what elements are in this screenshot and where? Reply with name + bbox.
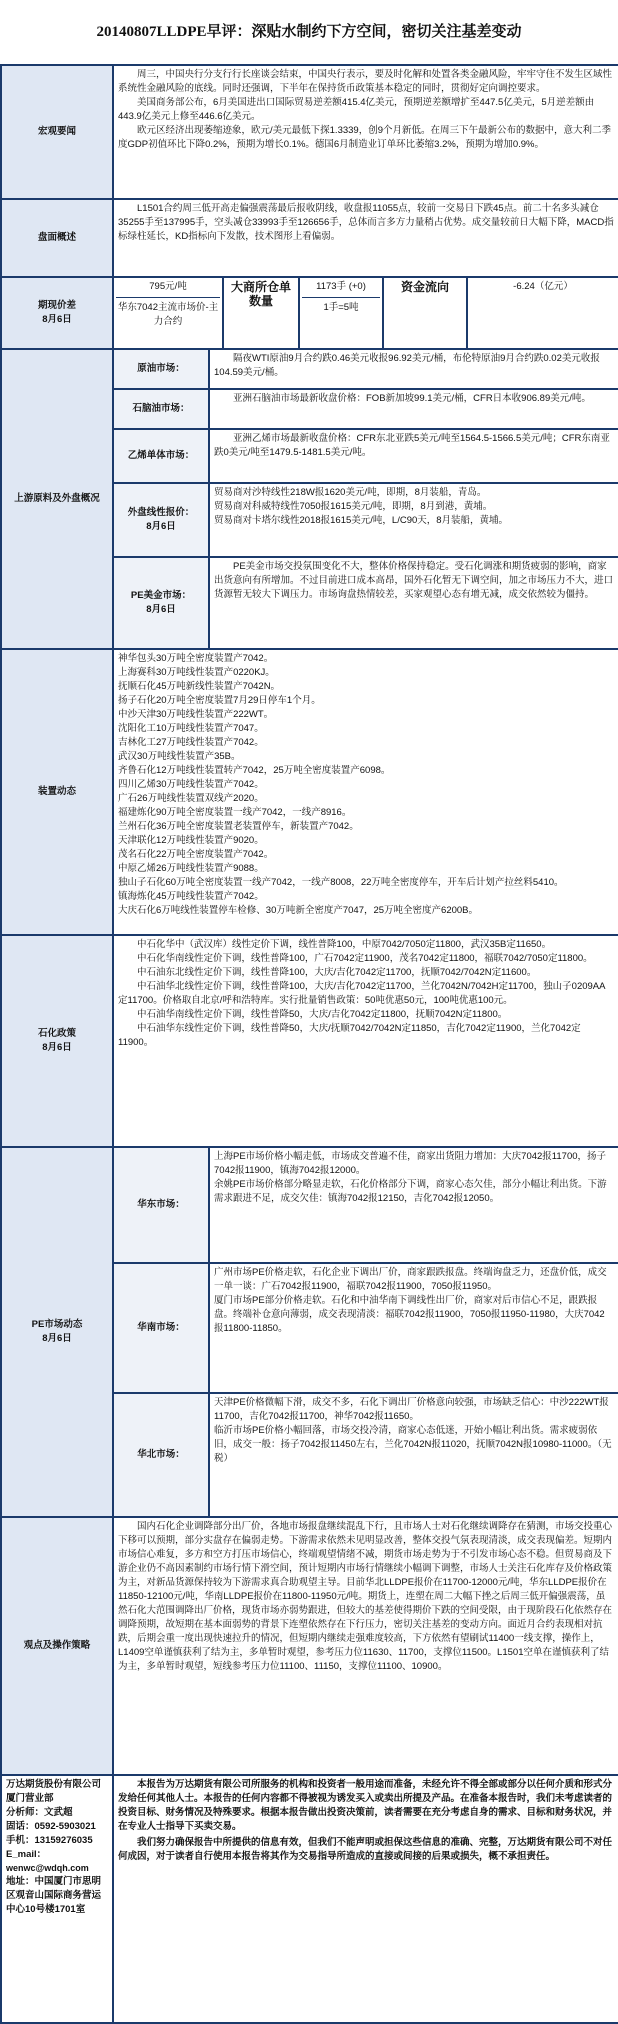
disclaimer-paragraph-1: 本报告为万达期货有限公司所服务的机构和投资者一般用途而准备，未经允许不得全部或部分以任何介质和形式分发给任何其他人士。本报告的任何内容都不得被视为诱发买入或卖出所提及产品。在准备本报告时，我们未考虑读者的投资目标、财务情况及特殊要求。根据本报告做出投资决策前，读者需要在充分考虑自身的需求、目标和财务状况，并在专业人士指导下买卖交易。: [118, 1779, 613, 1832]
disclaimer-paragraph-2: 我们努力确保报告中所提供的信息有效，但我们不能声明或担保这些信息的准确、完整，万达期货有限公司不对任何成因，对于读者自行使用本报告将其作为交易指导所造成的直接或间接的后果或损失，概不承担责任。: [118, 1837, 613, 1862]
plant-item: 中原乙烯26万吨线性装置产9088。: [118, 863, 264, 874]
market-paragraph: L1501合约周三低开高走偏强震荡最后报收阴线，收盘报11055点，较前一交易日下跌45点。前二十名多头减仓35255手至137995手，空头减仓33993手至126656手，总体而言多方力量稍占优势。成交量较前日大幅下降，MACD指标绿柱延长，KD指标向下发散，技术图形上看偏弱。: [118, 203, 614, 242]
policy-item: 中石化华中（武汉库）线性定价下调，线性普降100，中原7042/7050定11800，武汉35B定11650。: [137, 939, 552, 950]
pe-row-east: [1, 1147, 618, 1263]
basis-label: 期现价差 8月6日: [1, 277, 113, 349]
capital-value: -6.24（亿元）: [513, 281, 573, 292]
warehouse-note: 1手=5吨: [302, 297, 380, 315]
plant-item: 茂名石化22万吨全密度装置产7042。: [118, 849, 274, 860]
macro-paragraph-3: 欧元区经济出现萎缩迹象，欧元/美元最低下探1.3339，创9个月新低。在周三下午最新公布的数据中，意大利二季度GDP初值环比下降0.2%，预期为增长0.1%。德国6月制造业订单环比萎缩3.2%，预期为增加0.9%。: [118, 125, 611, 150]
plant-item: 上海赛科30万吨线性装置产0220KJ。: [118, 667, 275, 678]
macro-content: [113, 65, 618, 199]
upstream-name-ethylene: 乙烯单体市场：: [113, 429, 209, 483]
plant-item: 沈阳化工10万吨线性装置产7047。: [118, 723, 264, 734]
footer-row: [1, 1775, 618, 2023]
email-label: E_mail：: [6, 1849, 47, 1860]
upstream-name-crude: 原油市场：: [113, 349, 209, 389]
upstream-name-pe-usd: PE美金市场： 8月6日: [113, 557, 209, 649]
plant-item: 齐鲁石化12万吨线性装置转产7042，25万吨全密度装置产6098。: [118, 765, 391, 776]
policy-content: [113, 935, 618, 1147]
plant-item: 四川乙烯30万吨线性装置产7042。: [118, 779, 264, 790]
mobile: 手机：13159276035: [6, 1835, 93, 1846]
plant-item: 吉林化工27万吨线性装置产7042。: [118, 737, 264, 748]
plant-item: 抚顺石化45万吨新线性装置产7042N。: [118, 681, 281, 692]
analyst-name: 分析师：文武超: [6, 1807, 73, 1818]
plant-item: 神华包头30万吨全密度装置产7042。: [118, 653, 274, 664]
warehouse-value: 1173手 (+0): [316, 281, 366, 292]
macro-paragraph-1: 周三，中国央行分支行行长座谈会结束，中国央行表示，要及时化解和处置各类金融风险，牢牢守住不发生区域性系统性金融风险的底线。同时还强调，下半年在保持货币政策基本稳定的同时，贯彻好定向调控要求。: [118, 69, 613, 94]
report-table: [0, 64, 618, 2024]
report-title: 20140807LLDPE早评：深贴水制约下方空间，密切关注基差变动: [96, 24, 522, 40]
policy-item: 中石化华南线性定价下调，线性普降100，广石7042定11900，茂名7042定11800，福联7042/7050定11800。: [137, 953, 593, 964]
plant-item: 大庆石化6万吨线性装置停车检修、30万吨新全密度产7047，25万吨全密度产6200B。: [118, 905, 479, 916]
upstream-naphtha-paragraph: 亚洲石脑油市场最新收盘价格：FOB新加坡99.1美元/桶，CFR日本收906.89美元/吨。: [233, 393, 591, 404]
plant-item: 福建炼化90万吨全密度装置一线产7042，一线产8916。: [118, 807, 352, 818]
company-name: 万达期货股份有限公司厦门营业部: [6, 1779, 102, 1804]
pe-name-south: 华南市场：: [113, 1263, 209, 1393]
view-content: [113, 1517, 618, 1775]
plant-item: 兰州石化36万吨全密度装置老装置停车，新装置产7042。: [118, 821, 359, 832]
basis-price-cell: [114, 278, 223, 348]
policy-item: 中石油华北线性定价下调，线性普降100，大庆/吉化7042定11700，兰化7042N/7042H定11700，独山子0209AA定11700。价格取自北京/呼和浩特库。实行批量销售政策：50吨优惠50元，100吨优惠100元。: [118, 981, 606, 1006]
upstream-text-naphtha: [209, 389, 618, 429]
plant-list: [118, 652, 614, 918]
pe-text-east: 上海PE市场价格小幅走低，市场成交普遍不佳，商家出货阻力增加：大庆7042报11700，扬子7042报11900，镇海7042报12000。 余姚PE市场价格部分略显走软，石化价格部分下调，商家心态欠佳，部分小幅让利出货。下游需求跟进不足，成交欠佳：镇海7042报12150，吉化7042报12050。: [209, 1147, 618, 1263]
plant-label: 装置动态: [1, 649, 113, 935]
upstream-text-foreign: 贸易商对沙特线性218W报1620美元/吨，即期，8月装船，青岛。 贸易商对科威特线性7050报1615美元/吨，即期，8月到港，黄埔。 贸易商对卡塔尔线性2018报1615美元/吨，L/C90天，8月装船，黄埔。: [209, 483, 618, 557]
upstream-row-crude: [1, 349, 618, 389]
phone: 固话：0592-5903021: [6, 1821, 96, 1832]
policy-label: 石化政策 8月6日: [1, 935, 113, 1147]
basis-grid: [114, 278, 618, 348]
upstream-name-foreign: 外盘线性报价： 8月6日: [113, 483, 209, 557]
pe-name-east: 华东市场：: [113, 1147, 209, 1263]
capital-label: 资金流向: [383, 278, 467, 348]
policy-row: [1, 935, 618, 1147]
macro-paragraph-2: 美国商务部公布，6月美国进出口国际贸易逆差额415.4亿美元，预期逆差额增扩至447.5亿美元，5月逆差额由443.9亿美元上修至446.6亿美元。: [118, 97, 595, 122]
disclaimer-block: [113, 1775, 618, 2023]
upstream-name-naphtha: 石脑油市场：: [113, 389, 209, 429]
basis-price: 795元/吨: [149, 281, 187, 292]
upstream-label: 上游原料及外盘概况: [1, 349, 113, 649]
upstream-text-ethylene: [209, 429, 618, 483]
market-label: 盘面概述: [1, 199, 113, 277]
contact-block: [1, 1775, 113, 2023]
policy-item: 中石油华南线性定价下调，线性普降50，大庆/吉化7042定11800，抚顺7042N定11800。: [137, 1009, 508, 1020]
upstream-pe-usd-paragraph: PE美金市场交投氛围变化不大，整体价格保持稳定。受石化调涨和期货疲弱的影响，商家出货意向有所增加。不过目前进口成本高昂，国外石化暂无下调空间，加之市场压力不大，进口货源暂无较大下调压力。市场询盘热情较差，买家观望心态有增无减，成交依然较为僵持。: [214, 561, 614, 600]
policy-list: [118, 938, 614, 1050]
basis-row: [1, 277, 618, 349]
plant-item: 中沙天津30万吨线性装置产222WT。: [118, 709, 274, 720]
email: wenwc@wdqh.com: [6, 1863, 89, 1873]
plant-item: 镇海炼化45万吨线性装置产7042。: [118, 891, 264, 902]
warehouse-label: 大商所仓单数量: [223, 278, 299, 348]
plant-content: [113, 649, 618, 935]
plant-item: 天津联化12万吨线性装置产9020。: [118, 835, 264, 846]
upstream-text-pe-usd: [209, 557, 618, 649]
warehouse-cell: [299, 278, 383, 348]
plant-row: [1, 649, 618, 935]
macro-row: [1, 65, 618, 199]
plant-item: 扬子石化20万吨全密度装置7月29日停车1个月。: [118, 695, 321, 706]
market-content: [113, 199, 618, 277]
plant-item: 独山子石化60万吨全密度装置一线产7042，一线产8008，22万吨全密度停车，开车后计划产拉丝料5410。: [118, 877, 564, 888]
upstream-ethylene-paragraph: 亚洲乙烯市场最新收盘价格：CFR东北亚跌5美元/吨至1564.5-1566.5美元/吨；CFR东南亚跌0美元/吨至1479.5-1481.5美元/吨。: [214, 433, 610, 458]
market-row: [1, 199, 618, 277]
basis-content: [113, 277, 618, 349]
pe-market-label: PE市场动态 8月6日: [1, 1147, 113, 1517]
address: 地址：中国厦门市思明区观音山国际商务营运中心10号楼1701室: [6, 1876, 102, 1915]
upstream-text-crude: [209, 349, 618, 389]
policy-item: 中石油华东线性定价下调，线性普降50，大庆/抚顺7042/7042N定11850，吉化7042定11900，兰化7042定11900。: [118, 1023, 581, 1048]
policy-item: 中石油东北线性定价下调，线性普降100，大庆/吉化7042定11700，抚顺7042/7042N定11600。: [137, 967, 537, 978]
view-label: 观点及操作策略: [1, 1517, 113, 1775]
upstream-crude-paragraph: 隔夜WTI原油9月合约跌0.46美元收报96.92美元/桶，布伦特原油9月合约跌0.02美元收报104.59美元/桶。: [214, 353, 600, 378]
pe-text-north: 天津PE价格微幅下滑，成交不多，石化下调出厂价格意向较强，市场缺乏信心：中沙222WT报11700，吉化7042报11700，神华7042报11650。 临沂市场PE价格小幅回落，市场交投冷清，商家心态低迷，开始小幅让利出货。需求疲弱依旧，成交一般：扬子7042报11450左右，兰化7042N报11020，抚顺7042N报10980-11000。（无税）: [209, 1393, 618, 1517]
view-row: [1, 1517, 618, 1775]
pe-name-north: 华北市场：: [113, 1393, 209, 1517]
macro-label: 宏观要闻: [1, 65, 113, 199]
plant-item: 武汉30万吨线性装置产35B。: [118, 751, 241, 762]
view-paragraph: 国内石化企业调降部分出厂价，各地市场报盘继续混乱下行，且市场人士对石化继续调降存在猜测，市场交投重心下移可以预期，部分实盘存在偏弱走势。下游需求依然未见明显改善，整体交投气氛表现清淡，成交表现偏差。短期内市场信心难复，多方和空方打压市场信心，终端观望情绪不减，期货市场走势为于不引发市场心态不稳。但贸易商及下游企业仍不高因素制约市场行情下滑空间，预计短期内市场行情继续小幅调下调整，市场人士关注石化库存及价格政策为主，对新品货源保持较为下游需求真合助观望主导。目前华北LLDPE报价在11700-12000元/吨，华东LLDPE报价在11850-12100元/吨，华南LLDPE报价在11800-11950元/吨。期货上，连塑在周二大幅下挫之后周三低开偏强震荡，虽然石化大范围调降出厂价格，现货市场亦弱势跟进，但较大的基差使得期价下跌的空间受限，由于现阶段石化依然存在调降预期，故短期在基本面弱势的背景下连塑依然存在下行压力，密切关注基差的变动方向。面近月合约表现相对抗跌，后期会重一度出现快速拉升的情况，但短期内继续走强难度较高，下方依然有望刷试11400一线支撑，操作上，L1409空单谨慎获利了结为主，多单暂时观望，参考压力位11630、11700，支撑位11500。L1501空单在谨慎获利了结为主，多单暂时观望，短线参考压力位11100、11150，支撑位11100、10900。: [118, 1521, 613, 1672]
basis-price-note: 华东7042主流市场价-主力合约: [116, 297, 220, 329]
plant-item: 广石26万吨线性装置双线产2020。: [118, 793, 264, 804]
pe-text-south: 广州市场PE价格走软，石化企业下调出厂价，商家跟跌报盘。终端询盘乏力，还盘价低，成交一单一谈：广石7042报11900，福联7042报11900，7050报11950。 厦门市场PE部分价格走软。石化和中油华南下调线性出厂价，商家对后市信心不足，跟跌报盘。终端补仓意向薄弱，成交表现清淡：福联7042报11900，7050报11950-11980，大庆7042报11800-11850。: [209, 1263, 618, 1393]
